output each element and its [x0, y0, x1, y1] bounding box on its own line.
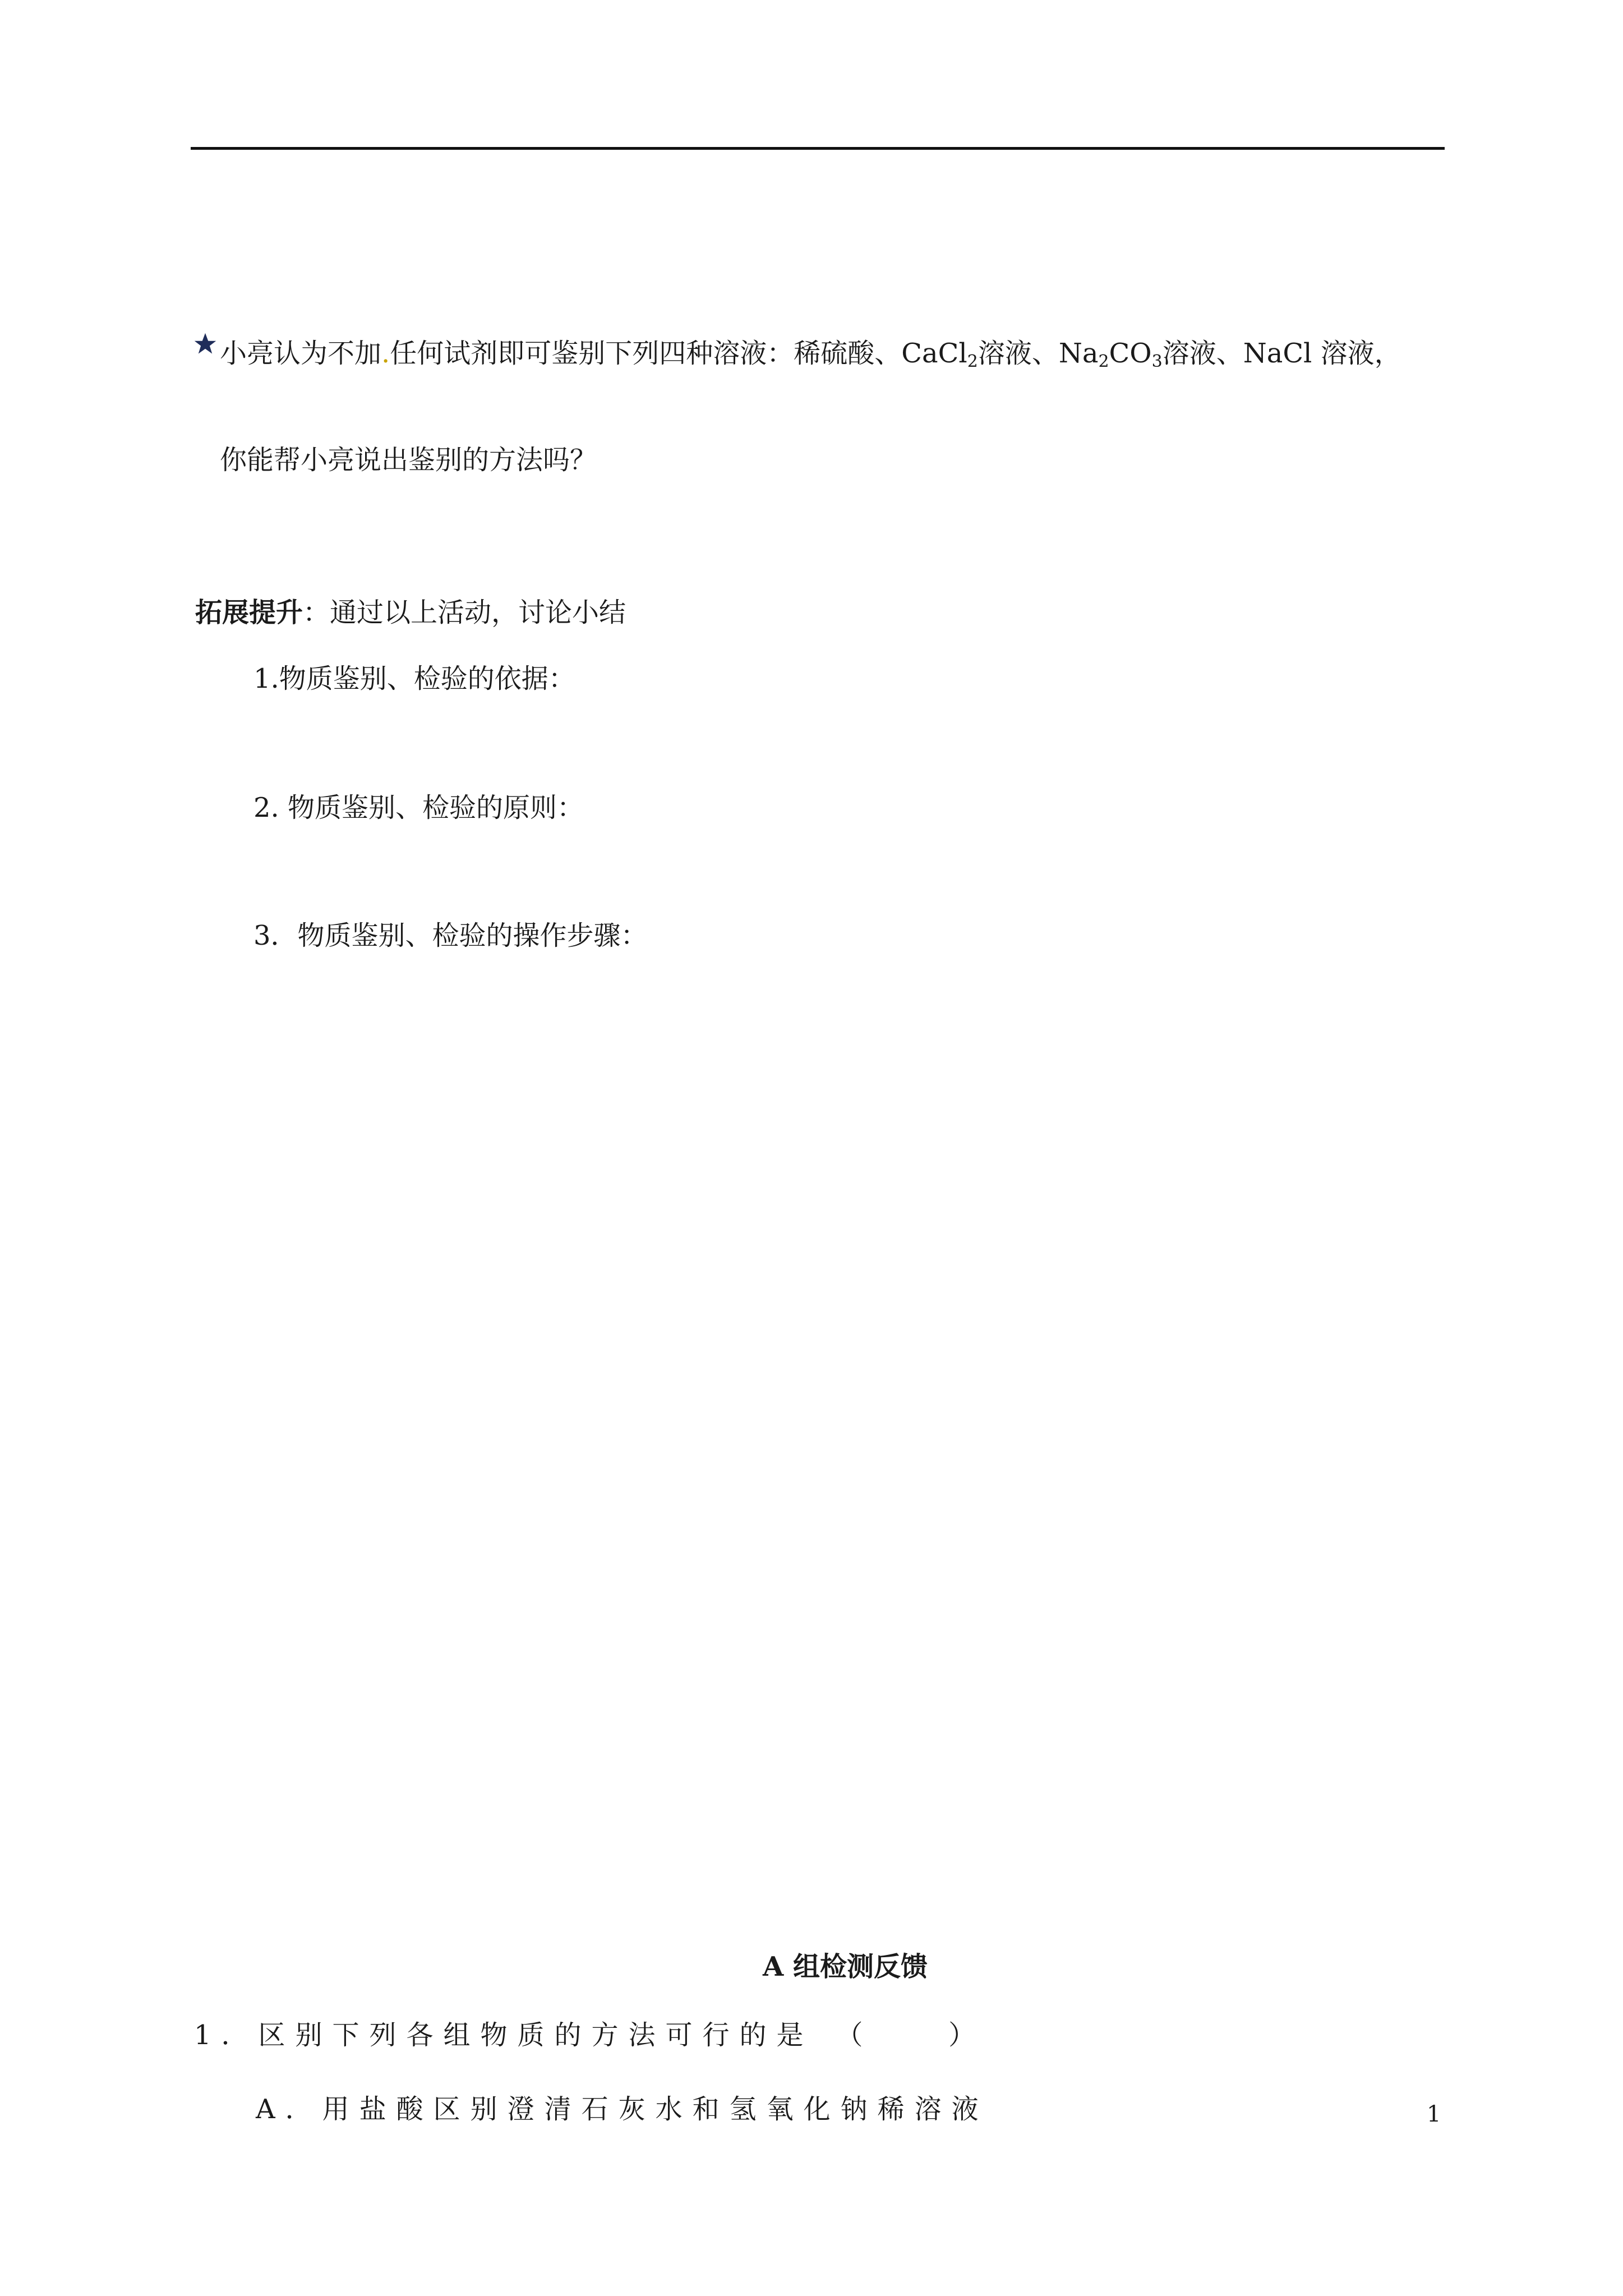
page-number: 1	[1427, 2101, 1441, 2127]
extension-item-2: 2. 物质鉴别、检验的原则：	[253, 792, 584, 823]
extension-item-3: 3．物质鉴别、检验的操作步骤：	[253, 920, 648, 951]
section-a-title: A 组检测反馈	[763, 1951, 928, 1982]
question-line-1: 小亮认为不加.任何试剂即可鉴别下列四种溶液：稀硫酸、CaCl$_2$溶液、$Na_2CO_3$溶液、NaCl 溶液，	[220, 338, 1401, 371]
extension-heading: 拓展提升：通过以上活动，讨论小结	[195, 597, 626, 628]
extension-item-1: 1.物质鉴别、检验的依据：	[253, 663, 575, 694]
header-rule	[191, 147, 1445, 150]
star-icon	[193, 332, 217, 356]
question-1: 1．区别下列各组物质的方法可行的是 （ ）	[194, 2019, 976, 2051]
question-1-option-a: A．用盐酸区别澄清石灰水和氢氧化钠稀溶液	[256, 2093, 989, 2125]
question-line-2: 你能帮小亮说出鉴别的方法吗？	[220, 444, 597, 476]
